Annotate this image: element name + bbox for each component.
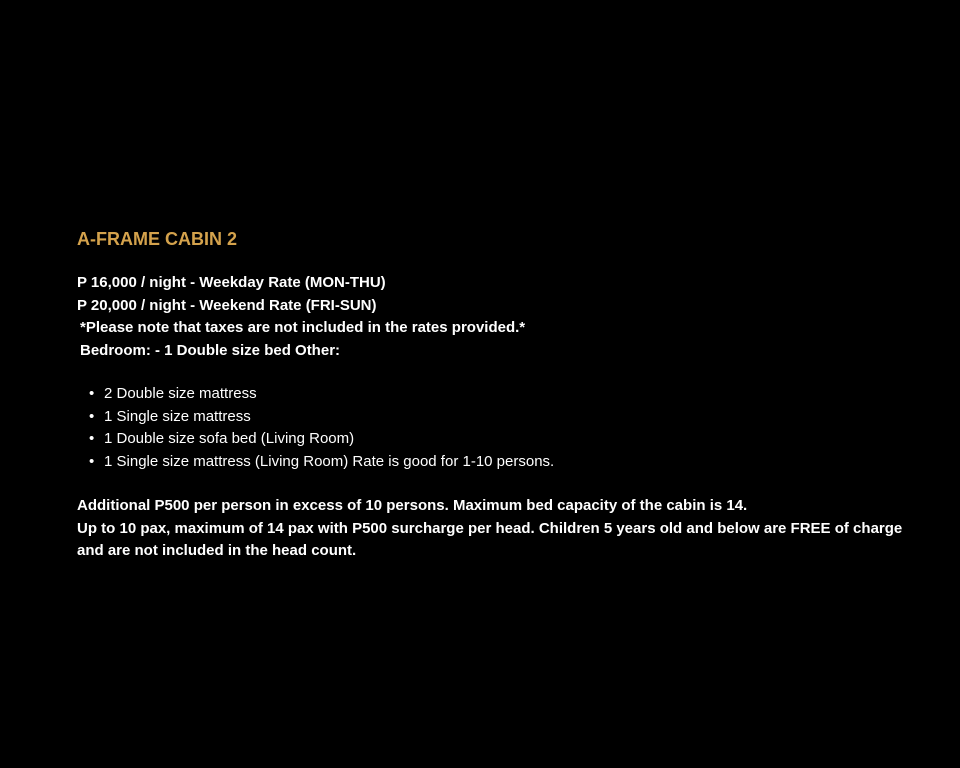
bullet-icon: • [89, 385, 95, 402]
weekday-rate: P 16,000 / night - Weekday Rate (MON-THU) [77, 274, 386, 291]
cabin-info [77, 226, 917, 563]
amenity-label: 1 Double size sofa bed (Living Room) [104, 430, 355, 447]
bedroom-info: Bedroom: - 1 Double size bed Other: [80, 341, 341, 359]
amenity-label: 1 Single size mattress (Living Room) Rate is good for 1-10 persons. [104, 452, 555, 470]
pax-policy-note: Up to 10 pax, maximum of 14 pax with P500 surcharge per head. Children 5 years old and below are FREE of charge and are not included in the head count. [77, 519, 903, 559]
amenity-label: 2 Double size mattress [104, 385, 257, 402]
tax-note: *Please note that taxes are not included in the rates provided.* [80, 319, 526, 336]
excess-charge-note: Additional P500 per person in excess of 10 persons. Maximum bed capacity of the cabin is 14. [77, 497, 748, 514]
list-item [89, 451, 917, 474]
list-item [89, 406, 917, 429]
weekend-rate: P 20,000 / night - Weekend Rate (FRI-SUN) [77, 296, 377, 314]
amenity-label: 1 Single size mattress [104, 407, 251, 425]
bullet-icon: • [89, 452, 95, 470]
list-item [89, 428, 917, 451]
pax-notes [77, 495, 917, 563]
amenities-list [77, 383, 917, 473]
list-item [89, 383, 917, 406]
bullet-icon: • [89, 430, 95, 447]
cabin-title: A-FRAME CABIN 2 [77, 229, 237, 249]
bullet-icon: • [89, 407, 95, 425]
